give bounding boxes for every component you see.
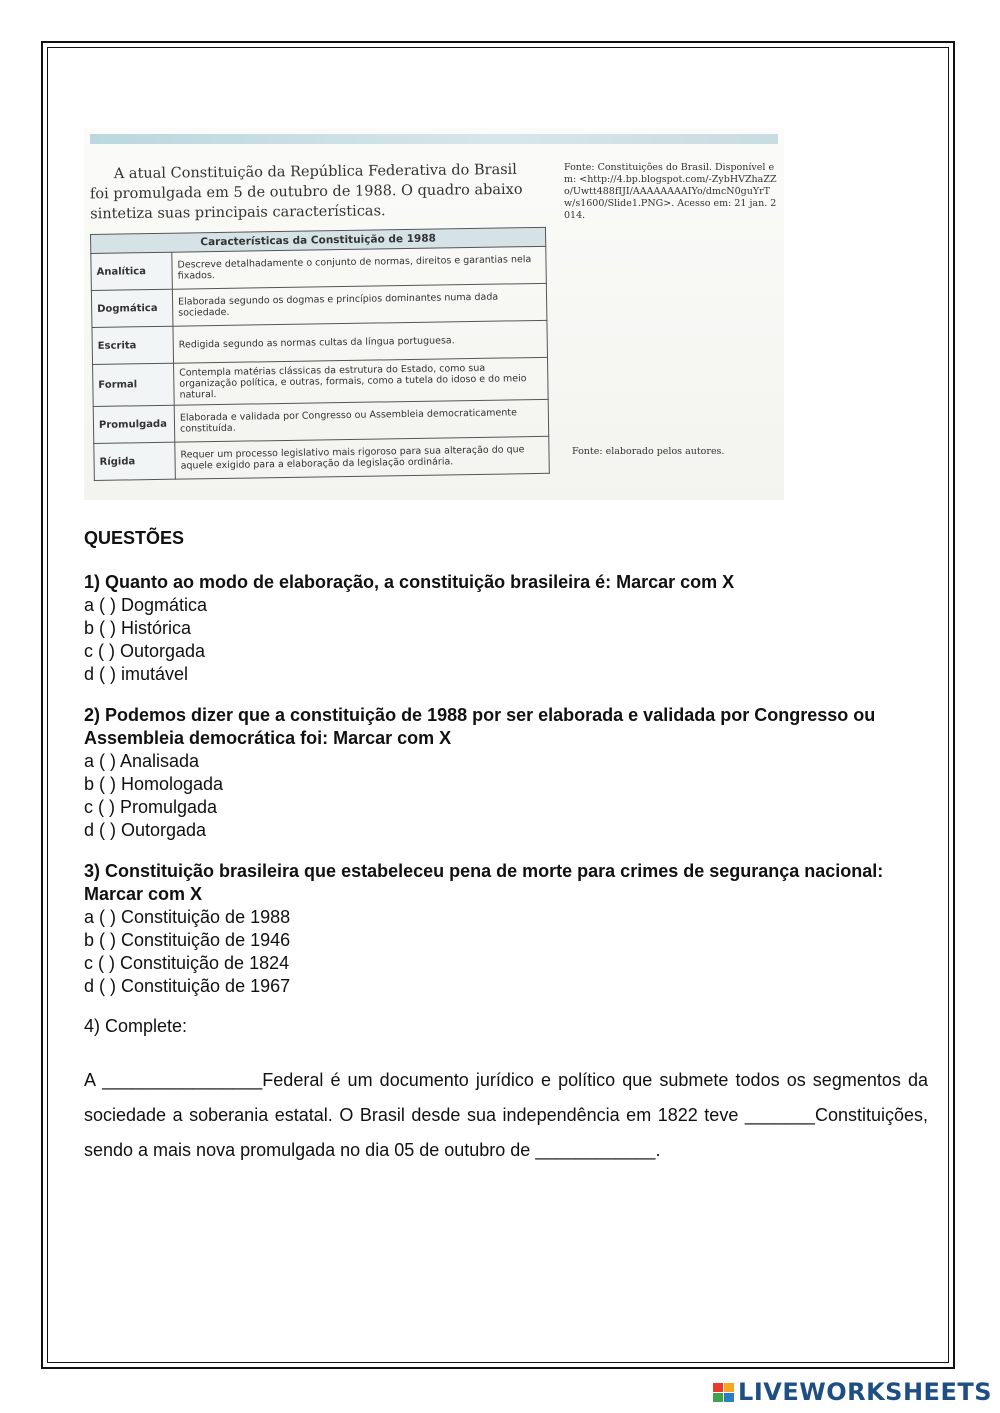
liveworksheets-logo[interactable] [713,1377,992,1407]
table-source-note: Fonte: elaborado pelos autores. [572,446,725,457]
questions-section [84,528,928,1168]
table-row [94,436,550,480]
logo-text: LIVEWORKSHEETS [738,1378,992,1406]
table-term: Analítica [91,252,173,290]
table-description: Contempla matérias clássicas da estrutura do Estado, como sua organização política, e outras, formais, como a tutela do idoso e do meio natural. [174,357,549,405]
answer-option[interactable]: a ( ) Dogmática [84,595,208,615]
answer-option[interactable]: a ( ) Constituição de 1988 [84,907,291,927]
table-term: Promulgada [93,405,175,443]
questions-heading: QUESTÕES [84,528,185,548]
answer-option[interactable]: b ( ) Constituição de 1946 [84,930,291,950]
table-term: Formal [93,363,175,406]
answer-option[interactable]: c ( ) Promulgada [84,797,218,817]
question-2 [84,704,928,842]
excerpt-source-link: Fonte: Constituições do Brasil. Disponível em: <http://4.bp.blogspot.com/-ZybHVZhaZZo/Uwtt488fIJI/AAAAAAAAIYo/dmcN0guYrTw/s1600/Slide1.PNG>. Acesso em: 21 jan. 2014. [564,162,777,221]
table-term: Rígida [94,442,176,480]
answer-option[interactable]: c ( ) Outorgada [84,641,206,661]
answer-option[interactable]: d ( ) Outorgada [84,820,207,840]
answer-option[interactable]: d ( ) imutável [84,664,189,684]
fill-in-blank-text[interactable]: A ________________Federal é um documento jurídico e político que submete todos os segmentos da sociedade a soberania estatal. O Brasil desde sua independência em 1822 teve _______Constituições, sendo a mais nova promulgada no dia 05 de outubro de ____________. [84,1070,928,1160]
question-3 [84,860,928,998]
table-description: Redigida segundo as normas cultas da língua portuguesa. [173,320,548,363]
answer-option[interactable]: d ( ) Constituição de 1967 [84,976,291,996]
characteristics-table-title: Características da Constituição de 1988 [91,227,546,253]
table-description: Elaborada segundo os dogmas e princípios dominantes numa dada sociedade. [172,283,547,326]
table-description: Requer um processo legislativo mais rigoroso para sua alteração do que aquele exigido para a elaboração da legislação ordinária. [175,436,550,479]
answer-option[interactable]: a ( ) Analisada [84,751,200,771]
excerpt-intro-text: A atual Constituição da República Federativa do Brasil foi promulgada em 5 de outubro de 1988. O quadro abaixo sintetiza suas principais características. [89,161,523,223]
table-description: Descreve detalhadamente o conjunto de normas, direitos e garantias nela fixados. [172,246,547,289]
answer-option[interactable]: b ( ) Histórica [84,618,192,638]
table-term: Escrita [92,326,174,364]
textbook-excerpt-image [84,128,784,500]
question-4-title: 4) Complete: [84,1016,188,1036]
characteristics-table [90,227,550,481]
table-row [93,357,549,406]
question-title: 2) Podemos dizer que a constituição de 1988 por ser elaborada e validada por Congresso ou Assembleia democrática foi: Marcar com X [84,705,876,748]
excerpt-header-bar [90,134,778,144]
question-title: 1) Quanto ao modo de elaboração, a constituição brasileira é: Marcar com X [84,572,735,592]
answer-option[interactable]: c ( ) Constituição de 1824 [84,953,290,973]
question-title: 3) Constituição brasileira que estabeleceu pena de morte para crimes de segurança nacional: Marcar com X [84,861,884,904]
answer-option[interactable]: b ( ) Homologada [84,774,224,794]
question-1 [84,571,928,686]
table-description: Elaborada e validada por Congresso ou Assembleia democraticamente constituída. [174,399,549,442]
logo-icon [713,1383,734,1402]
table-term: Dogmática [91,289,173,327]
